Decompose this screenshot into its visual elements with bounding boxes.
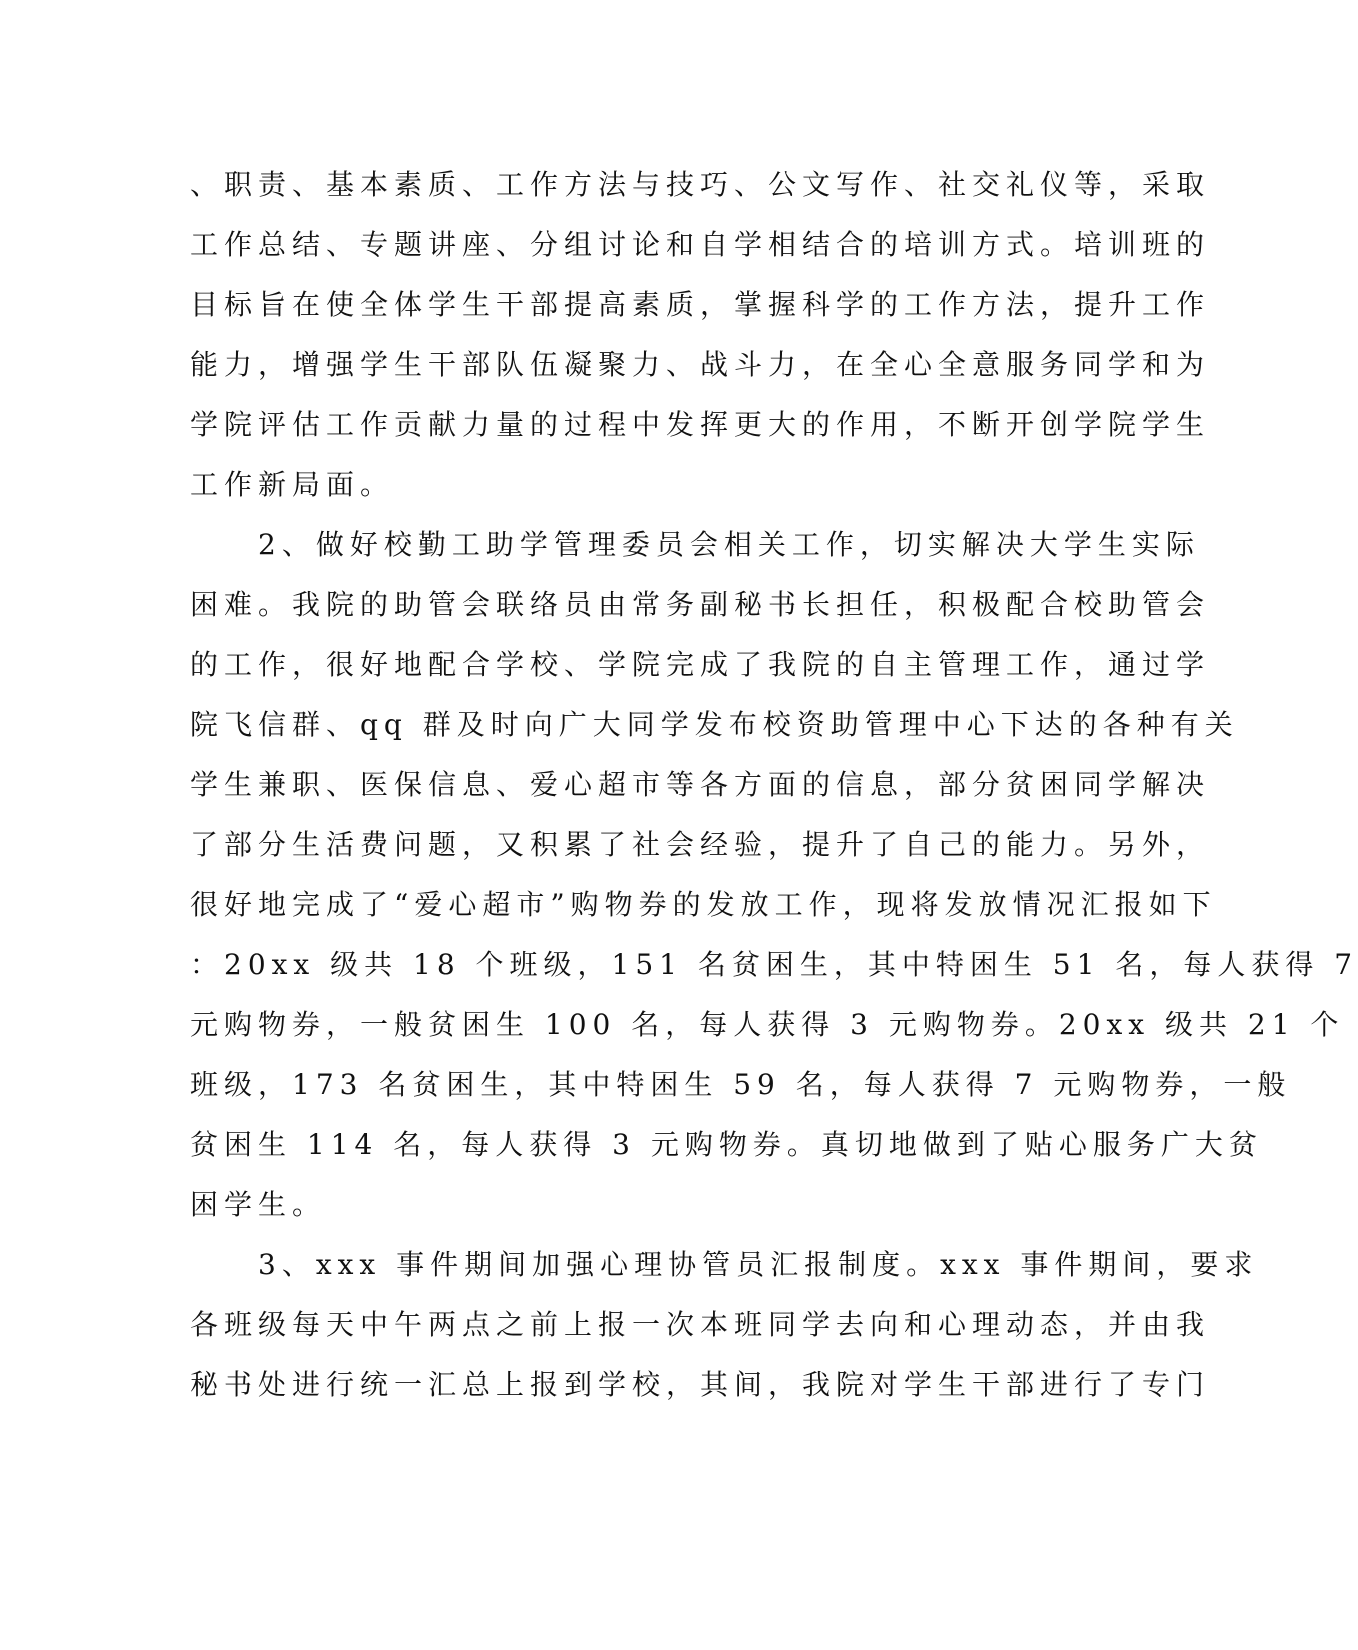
text-line: 、职责、基本素质、工作方法与技巧、公文写作、社交礼仪等，采取 [190, 168, 1211, 201]
text-line: 目标旨在使全体学生干部提高素质，掌握科学的工作方法，提升工作 [190, 288, 1211, 321]
text-line: 贫困生 114 名，每人获得 3 元购物券。真切地做到了贴心服务广大贫 [190, 1128, 1263, 1161]
text-line: 班级，173 名贫困生，其中特困生 59 名，每人获得 7 元购物券，一般 [190, 1068, 1292, 1101]
text-line: 很好地完成了“爱心超市”购物券的发放工作，现将发放情况汇报如下 [190, 888, 1217, 921]
text-line: 学生兼职、医保信息、爱心超市等各方面的信息，部分贫困同学解决 [190, 768, 1211, 801]
text-line: 学院评估工作贡献力量的过程中发挥更大的作用，不断开创学院学生 [190, 408, 1211, 441]
text-line: 秘书处进行统一汇总上报到学校，其间，我院对学生干部进行了专门 [190, 1368, 1211, 1401]
text-line: 2、做好校勤工助学管理委员会相关工作，切实解决大学生实际 [190, 528, 1200, 561]
text-line: ：20xx 级共 18 个班级，151 名贫困生，其中特困生 51 名，每人获得 7 [190, 948, 1358, 981]
text-line: 了部分生活费问题，又积累了社会经验，提升了自己的能力。另外， [190, 828, 1211, 861]
text-line: 元购物券，一般贫困生 100 名，每人获得 3 元购物券。20xx 级共 21 个 [190, 1008, 1345, 1041]
text-line: 3、xxx 事件期间加强心理协管员汇报制度。xxx 事件期间，要求 [190, 1248, 1259, 1281]
document-body [190, 155, 1358, 1415]
text-line: 困学生。 [190, 1188, 327, 1221]
text-line: 的工作，很好地配合学校、学院完成了我院的自主管理工作，通过学 [190, 648, 1211, 681]
text-line: 工作总结、专题讲座、分组讨论和自学相结合的培训方式。培训班的 [190, 228, 1211, 261]
text-line: 工作新局面。 [190, 468, 395, 501]
text-line: 困难。我院的助管会联络员由常务副秘书长担任，积极配合校助管会 [190, 588, 1211, 621]
text-line: 院飞信群、qq 群及时向广大同学发布校资助管理中心下达的各种有关 [190, 708, 1239, 741]
text-line: 能力，增强学生干部队伍凝聚力、战斗力，在全心全意服务同学和为 [190, 348, 1211, 381]
text-line: 各班级每天中午两点之前上报一次本班同学去向和心理动态，并由我 [190, 1308, 1211, 1341]
